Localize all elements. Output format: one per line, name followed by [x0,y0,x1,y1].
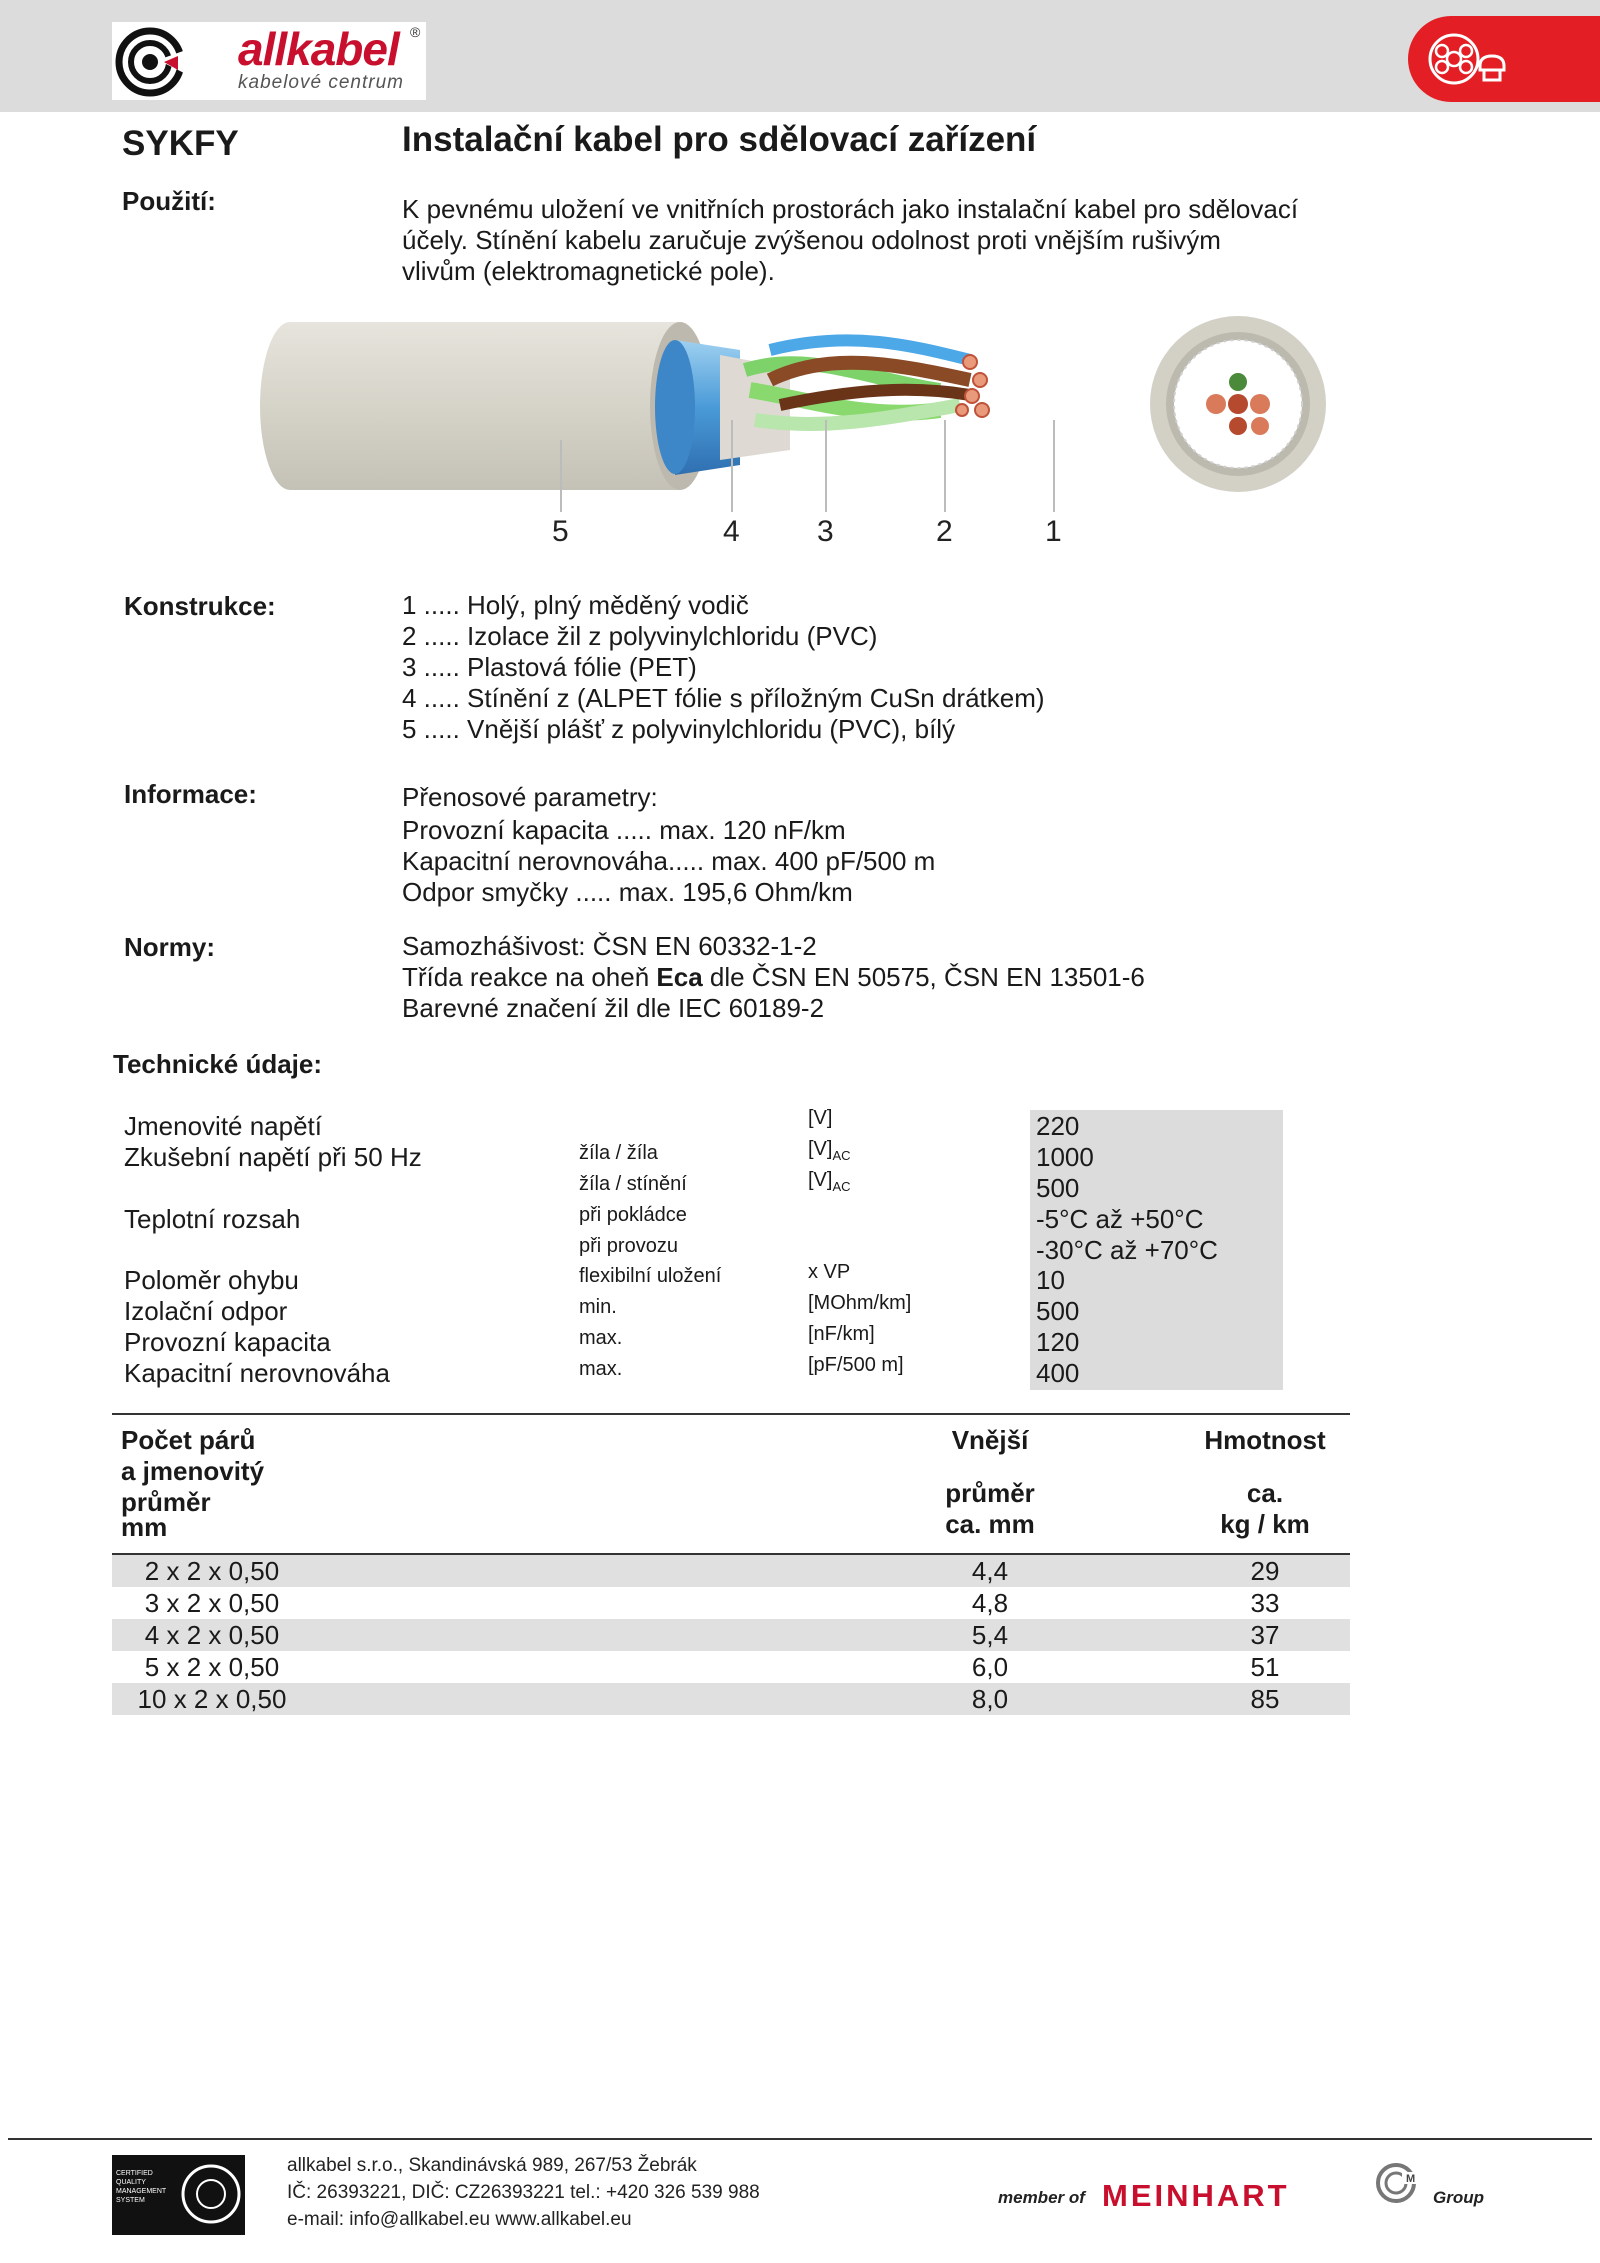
callout-number: 5 [552,515,569,548]
callout-line-5 [560,440,562,512]
sizes-col-diameter-header [900,1425,1080,1540]
tech-unit-text: [V] [808,1169,833,1191]
tech-param-value: 220 [1036,1111,1080,1141]
tech-param-unit: [nF/km] [808,1323,875,1345]
tech-param-value: 10 [1036,1265,1065,1295]
size-diameter-cell: 8,0 [971,1684,1009,1714]
tech-param-condition: žíla / stínění [579,1173,687,1195]
member-of-label: member of [998,2188,1085,2207]
norms-list [402,931,1402,1024]
header-line: průměr [121,1487,211,1517]
norms-text: Třída reakce na oheň [402,962,657,992]
tech-label: Technické údaje: [113,1049,323,1079]
tech-param-name: Provozní kapacita [124,1327,331,1357]
fire-class: Eca [656,962,703,992]
size-diameter-cell: 4,8 [971,1588,1009,1618]
size-pairs-cell: 4 x 2 x 0,50 [144,1620,280,1650]
size-diameter-cell: 5,4 [971,1620,1009,1650]
construction-item: 4 ..... Stínění z (ALPET fólie s příložným CuSn drátkem) [402,683,1045,713]
sizes-col-weight-header [1170,1425,1360,1540]
tech-param-value: 500 [1036,1173,1080,1203]
meinhart-swirl-icon [1376,2160,1426,2206]
tech-param-unit: [V] [808,1107,833,1129]
tech-param-condition: při pokládce [579,1204,687,1226]
usage-text [402,194,1362,287]
tech-unit-text: [V] [808,1138,833,1160]
information-label: Informace: [124,779,257,809]
table-top-rule [112,1413,1350,1415]
construction-list [402,590,1382,745]
allkabel-swirl-logo-icon [114,26,186,98]
tech-param-name: Teplotní rozsah [124,1204,301,1234]
tech-param-unit: x VP [808,1261,851,1283]
size-pairs-cell: 2 x 2 x 0,50 [144,1556,280,1586]
construction-item: 5 ..... Vnější plášť z polyvinylchloridu (PVC), bílý [402,714,956,744]
tech-param-value: 120 [1036,1327,1080,1357]
brand-name: allkabel [238,23,399,75]
telephone-cable-icon [1424,26,1514,92]
cert-seal-icon [180,2163,242,2225]
header-line: ca. [1246,1478,1284,1508]
meinhart-logo: MEINHART [1102,2178,1290,2213]
header-line: průměr [945,1478,1035,1508]
size-diameter-cell: 4,4 [971,1556,1009,1586]
tech-param-unit [808,1169,851,1194]
information-list [402,815,1382,908]
information-item: Odpor smyčky ..... max. 195,6 Ohm/km [402,877,853,907]
tech-param-name: Jmenovité napětí [124,1111,323,1141]
size-diameter-cell: 6,0 [971,1652,1009,1682]
tech-param-condition: při provozu [579,1235,678,1257]
callout-line-1 [1053,420,1055,512]
contact-line: allkabel s.r.o., Skandinávská 989, 267/53 Žebrák [287,2155,697,2176]
norms-item [402,962,1402,993]
header-line: kg / km [1220,1509,1310,1539]
tech-param-unit [808,1138,851,1163]
callout-line-2 [944,420,946,512]
construction-item: 2 ..... Izolace žil z polyvinylchloridu (PVC) [402,621,878,651]
tech-param-name: Kapacitní nerovnováha [124,1358,390,1388]
construction-item: 1 ..... Holý, plný měděný vodič [402,590,749,620]
tech-param-condition: žíla / žíla [579,1142,658,1164]
tech-param-unit: [MOhm/km] [808,1292,912,1314]
callout-line-3 [825,420,827,512]
tech-param-name: Izolační odpor [124,1296,288,1326]
sizes-col-pairs-header [121,1425,264,1543]
company-contact [287,2152,760,2233]
tech-unit-subscript: AC [832,1179,851,1194]
tech-param-value: 500 [1036,1296,1080,1326]
product-title: Instalační kabel pro sdělovací zařízení [402,120,1037,159]
product-category-badge [1408,16,1600,102]
brand-registered-mark: ® [410,24,421,40]
iso-certification-badge [112,2155,245,2235]
contact-line: e-mail: info@allkabel.eu www.allkabel.eu [287,2209,632,2230]
header-line: Vnější [951,1425,1029,1455]
usage-line: vlivům (elektromagnetické pole). [402,256,775,286]
product-code: SYKFY [122,124,239,163]
header-line: Počet párů [121,1425,256,1455]
size-pairs-cell: 10 x 2 x 0,50 [137,1684,287,1714]
header-line: ca. mm [945,1509,1035,1539]
footer-rule [8,2138,1592,2140]
size-weight-cell: 85 [1250,1684,1280,1714]
information-item: Provozní kapacita ..... max. 120 nF/km [402,815,846,845]
information-item: Kapacitní nerovnováha..... max. 400 pF/500 m [402,846,936,876]
contact-line: IČ: 26393221, DIČ: CZ26393221 tel.: +420 326 539 988 [287,2182,760,2203]
norms-item: Barevné značení žil dle IEC 60189-2 [402,993,825,1023]
header-line: a jmenovitý [121,1456,265,1486]
tech-param-unit: [pF/500 m] [808,1354,904,1376]
size-weight-cell: 37 [1250,1620,1280,1650]
usage-label: Použití: [122,186,216,216]
header-line: mm [121,1512,168,1542]
tech-param-name: Poloměr ohybu [124,1265,299,1295]
usage-line: K pevnému uložení ve vnitřních prostorách jako instalační kabel pro sdělovací [402,194,1299,224]
tech-param-value: -5°C až +50°C [1036,1204,1204,1234]
tech-param-value: 400 [1036,1358,1080,1388]
tech-param-condition: flexibilní uložení [579,1265,722,1287]
size-weight-cell: 29 [1250,1556,1280,1586]
callout-number: 3 [817,515,834,548]
callout-number: 4 [723,515,740,548]
size-pairs-cell: 5 x 2 x 0,50 [144,1652,280,1682]
norms-item: Samozhášivost: ČSN EN 60332-1-2 [402,931,817,961]
group-label: Group [1433,2188,1484,2207]
tech-param-condition: min. [579,1296,617,1318]
norms-text: dle ČSN EN 50575, ČSN EN 13501-6 [702,962,1145,992]
cable-cutaway-illustration [250,310,1100,500]
brand-subtitle: kabelové centrum [238,72,404,93]
usage-line: účely. Stínění kabelu zaručuje zvýšenou odolnost proti vnějším rušivým [402,225,1221,255]
cert-text: CERTIFIED QUALITY MANAGEMENT SYSTEM [116,2170,167,2204]
header-line: Hmotnost [1204,1425,1326,1455]
size-weight-cell: 51 [1250,1652,1280,1682]
callout-number: 1 [1045,515,1062,548]
callout-line-4 [731,420,733,512]
svg-text:M: M [1406,2173,1416,2185]
information-heading: Přenosové parametry: [402,782,658,812]
construction-label: Konstrukce: [124,591,276,621]
tech-param-value: 1000 [1036,1142,1094,1172]
size-weight-cell: 33 [1250,1588,1280,1618]
construction-item: 3 ..... Plastová fólie (PET) [402,652,697,682]
norms-label: Normy: [124,932,216,962]
size-pairs-cell: 3 x 2 x 0,50 [144,1588,280,1618]
tech-param-condition: max. [579,1358,623,1380]
cable-cross-section-illustration [1148,314,1328,494]
tech-unit-subscript: AC [832,1148,851,1163]
tech-param-name: Zkušební napětí při 50 Hz [124,1142,422,1172]
callout-number: 2 [936,515,953,548]
tech-param-condition: max. [579,1327,623,1349]
tech-param-value: -30°C až +70°C [1036,1235,1218,1265]
